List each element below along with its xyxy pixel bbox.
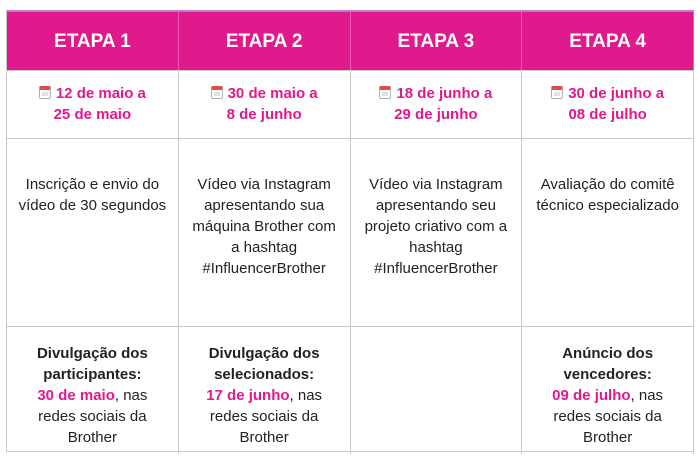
stage-3-title: ETAPA 3 [397,30,475,52]
stage-1-note [7,326,179,454]
stage-4-note-rest: , nas redes sociais da Brother [553,387,664,446]
stage-3-date-line1: 18 de junho a [396,85,493,102]
stage-2-date-line2: 8 de junho [226,106,302,123]
calendar-icon [211,86,223,99]
stage-2-date-line1: 30 de maio a [227,85,318,102]
stage-3-date-line2: 29 de junho [394,106,478,123]
stage-2-note-rest: , nas redes sociais da Brother [209,387,323,446]
stage-4-title: ETAPA 4 [569,30,646,52]
stage-1-date-line1: 12 de maio a [55,85,146,102]
stage-2-note-label: Divulgação dos selecionados: [208,345,320,383]
stage-3-header [351,12,523,70]
stage-1-description: Inscrição e envio do vídeo de 30 segundos [7,138,179,326]
stage-2-header [179,12,351,70]
stage-1-dates [7,70,179,138]
stage-1-date-line2: 25 de maio [53,106,132,123]
stage-1-header [7,12,179,70]
stage-4-dates [522,70,694,138]
stage-1-note-label: Divulgação dos participantes: [36,345,148,383]
stage-2-title: ETAPA 2 [225,30,303,52]
schedule-table [6,10,694,452]
stage-2-note [179,326,351,454]
stage-1-title: ETAPA 1 [54,30,131,52]
stage-4-note-date: 09 de julho [552,387,631,404]
stage-1-note-rest: , nas redes sociais da Brother [38,387,148,446]
calendar-icon [39,86,51,99]
stage-4-header [522,12,694,70]
calendar-icon [551,86,563,99]
stage-4-note-label: Anúncio dos vencedores: [562,345,654,383]
calendar-icon [379,86,391,99]
stage-2-description: Vídeo via Instagram apresentando sua máquina Brother com a hashtag #InfluencerBrother [179,138,351,326]
stage-4-note [522,326,694,454]
stage-4-date-line2: 08 de julho [568,106,647,123]
stage-3-dates [351,70,523,138]
stage-3-note [351,326,523,454]
stage-1-note-date: 30 de maio [37,387,115,404]
stage-4-description: Avaliação do comitê técnico especializado [522,138,694,326]
stage-3-description: Vídeo via Instagram apresentando seu projeto criativo com a hashtag #InfluencerBrother [351,138,523,326]
stage-2-dates [179,70,351,138]
stage-2-note-date: 17 de junho [206,387,290,404]
stage-4-date-line1: 30 de junho a [568,85,665,102]
